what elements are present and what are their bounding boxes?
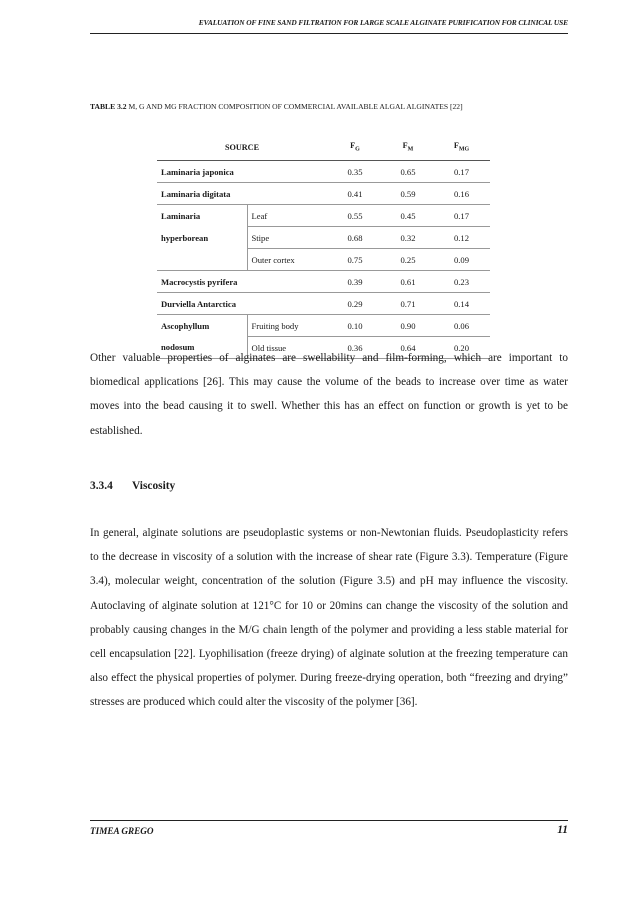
footer-author: TIMEA GREGO — [90, 826, 154, 836]
row-fmg: 0.20 — [433, 337, 490, 359]
table-caption-label: TABLE 3.2 — [90, 102, 127, 111]
table-row — [157, 161, 490, 183]
row-source: Macrocystis pyrifera — [157, 271, 327, 293]
section-number: 3.3.4 — [90, 480, 113, 492]
row-part: Old tissue — [247, 337, 327, 359]
body-paragraph-swellability: Other valuable properties of alginates are swellability and film-forming, which are important to biomedical applications [26]. This may cause the volume of the beads to increase over time as water moves into the bead causing it to swell. Whether this has an effect on function or growth is yet to be established. — [90, 352, 568, 437]
section-heading — [90, 480, 175, 492]
row-part: Fruiting body — [247, 315, 327, 337]
header-rule — [90, 33, 568, 34]
table-row — [157, 293, 490, 315]
running-header: EVALUATION OF FINE SAND FILTRATION FOR LARGE SCALE ALGINATE PURIFICATION FOR CLINICAL USE — [198, 18, 568, 27]
row-fm: 0.90 — [383, 315, 433, 337]
table-row — [157, 227, 490, 249]
row-fg: 0.41 — [327, 183, 383, 205]
page-number: 11 — [557, 824, 568, 836]
row-fm: 0.32 — [383, 227, 433, 249]
row-source: Laminaria — [157, 205, 247, 227]
row-source-empty — [157, 249, 247, 271]
row-source-continued: nodosum — [157, 337, 247, 359]
fraction-composition-table — [157, 134, 490, 359]
row-fmg: 0.17 — [433, 205, 490, 227]
row-fmg: 0.16 — [433, 183, 490, 205]
row-fg: 0.68 — [327, 227, 383, 249]
row-source: Laminaria digitata — [157, 183, 327, 205]
header-fg: $F_G$ — [327, 134, 383, 161]
row-fg: 0.55 — [327, 205, 383, 227]
row-fg: 0.29 — [327, 293, 383, 315]
row-fg: 0.39 — [327, 271, 383, 293]
row-fmg: 0.06 — [433, 315, 490, 337]
table-row — [157, 271, 490, 293]
row-source: Durviella Antarctica — [157, 293, 327, 315]
row-source: Ascophyllum — [157, 315, 247, 337]
row-source: Laminaria japonica — [157, 161, 327, 183]
row-fmg: 0.09 — [433, 249, 490, 271]
row-fg: 0.10 — [327, 315, 383, 337]
row-part: Stipe — [247, 227, 327, 249]
row-fm: 0.59 — [383, 183, 433, 205]
table-caption-text: M, G AND MG FRACTION COMPOSITION OF COMMERCIAL AVAILABLE ALGAL ALGINATES [22] — [126, 102, 463, 111]
table-row — [157, 205, 490, 227]
row-fmg: 0.14 — [433, 293, 490, 315]
row-part: Outer cortex — [247, 249, 327, 271]
section-title: Viscosity — [132, 480, 176, 492]
row-part: Leaf — [247, 205, 327, 227]
body-paragraph-viscosity: In general, alginate solutions are pseudoplastic systems or non-Newtonian fluids. Pseudoplasticity refers to the decrease in viscosity of a solution with the increase of shear rate (Figure 3.3). Temperature (Figure 3.4), molecular weight, concentration of the solution (Figure 3.5) and pH may influence the viscosity. Autoclaving of alginate solution at 121°C for 10 or 20mins can change the viscosity of the solution and probably causing changes in the M/G chain length of the polymer and providing a less stable material for cell encapsulation [22]. Lyophilisation (freeze drying) of alginate solution at the freezing temperature can also effect the physical properties of polymer. During freeze-drying operation, both “freezing and drying” stresses are produced which could alter the viscosity of the polymer [36]. — [90, 527, 568, 709]
row-fm: 0.25 — [383, 249, 433, 271]
table-header-row — [157, 134, 490, 161]
header-fm: $F_M$ — [383, 134, 433, 161]
row-fg: 0.75 — [327, 249, 383, 271]
row-fg: 0.35 — [327, 161, 383, 183]
footer-rule — [90, 820, 568, 821]
table-row — [157, 315, 490, 337]
row-fmg: 0.12 — [433, 227, 490, 249]
table-row — [157, 249, 490, 271]
table-caption — [90, 102, 568, 111]
row-source-continued: hyperborean — [157, 227, 247, 249]
row-fm: 0.65 — [383, 161, 433, 183]
row-fm: 0.45 — [383, 205, 433, 227]
row-fm: 0.64 — [383, 337, 433, 359]
header-fmg: $F_{MG}$ — [433, 134, 490, 161]
row-fm: 0.71 — [383, 293, 433, 315]
table-row — [157, 183, 490, 205]
row-fmg: 0.23 — [433, 271, 490, 293]
row-fmg: 0.17 — [433, 161, 490, 183]
header-source: SOURCE — [157, 134, 327, 161]
row-fm: 0.61 — [383, 271, 433, 293]
row-fg: 0.36 — [327, 337, 383, 359]
